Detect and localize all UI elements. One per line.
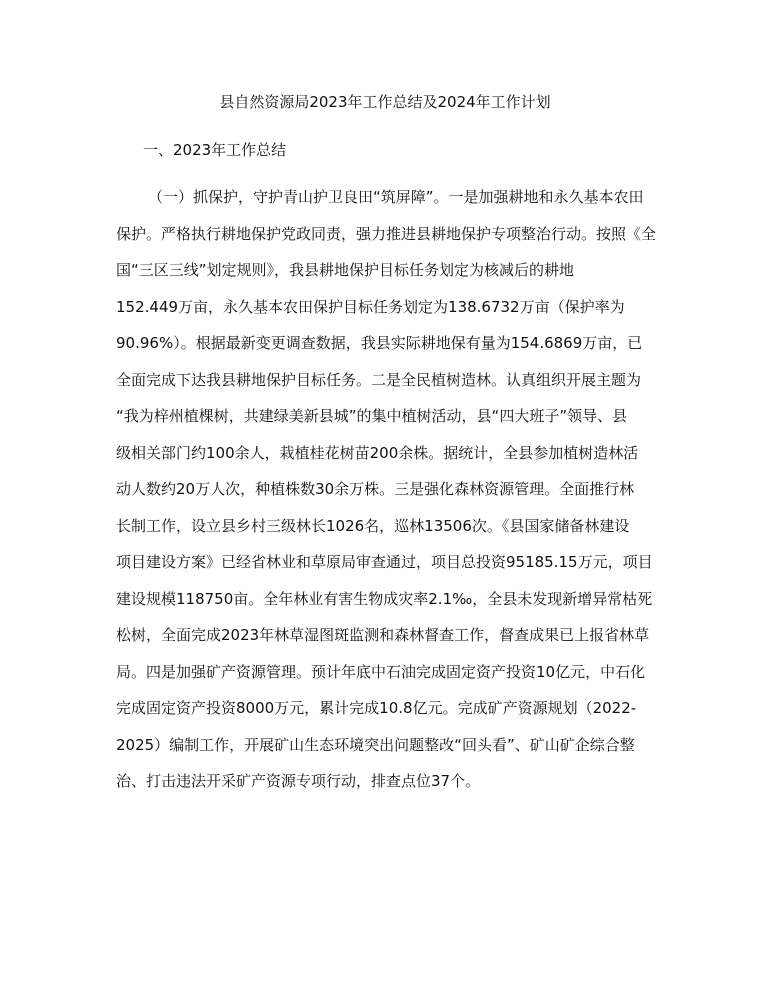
paragraph-line: 152.449万亩，永久基本农田保护目标任务划定为138.6732万亩（保护率为 [116, 297, 625, 316]
paragraph-line: 动人数约20万人次，种植株数30余万株。三是强化森林资源管理。全面推行林 [116, 480, 635, 498]
paragraph-line: 局。四是加强矿产资源管理。预计年底中石油完成固定资产投资10亿元，中石化 [116, 662, 646, 681]
paragraph-line: 国“三区三线”划定规则》，我县耕地保护目标任务划定为核减后的耕地 [116, 261, 575, 279]
paragraph-line: 2025）编制工作，开展矿山生态环境突出问题整改“回头看”、矿山矿企综合整 [116, 735, 635, 754]
paragraph-line: 保护。严格执行耕地保护党政同责，强力推进县耕地保护专项整治行动。按照《全 [116, 224, 657, 243]
paragraph-line: （一）抓保护，守护青山护卫良田“筑屏障”。一是加强耕地和永久基本农田 [148, 188, 644, 206]
paragraph-line: 长制工作，设立县乡村三级林长1026名，巡林13506次。《县国家储备林建设 [116, 516, 630, 535]
section-heading: 一、2023年工作总结 [143, 141, 287, 159]
paragraph-line: 项目建设方案》已经省林业和草原局审查通过，项目总投资95185.15万元，项目 [116, 553, 653, 571]
paragraph-line: 建设规模118750亩。全年林业有害生物成灾率2.1‰，全县未发现新增异常枯死 [116, 589, 653, 608]
paragraph-line: 全面完成下达我县耕地保护目标任务。二是全民植树造林。认真组织开展主题为 [116, 370, 642, 389]
paragraph-line: 完成固定资产投资8000万元，累计完成10.8亿元。完成矿产资源规划（2022- [116, 699, 637, 717]
paragraph-line: 治、打击违法开采矿产资源专项行动，排查点位37个。 [116, 772, 481, 790]
paragraph-line: 90.96%）。根据最新变更调查数据，我县实际耕地保有量为154.6869万亩，已 [116, 334, 643, 352]
paragraph-line: 级相关部门约100余人，栽植桂花树苗200余株。据统计，全县参加植树造林活 [116, 443, 639, 462]
document-title: 县自然资源局2023年工作总结及2024年工作计划 [219, 93, 551, 111]
paragraph [116, 179, 661, 800]
paragraph-line: 松树，全面完成2023年林草湿图斑监测和森林督查工作，督查成果已上报省林草 [116, 626, 650, 644]
paragraph-line: “我为梓州植棵树，共建绿美新县城”的集中植树活动，县“四大班子”领导、县 [116, 407, 628, 425]
